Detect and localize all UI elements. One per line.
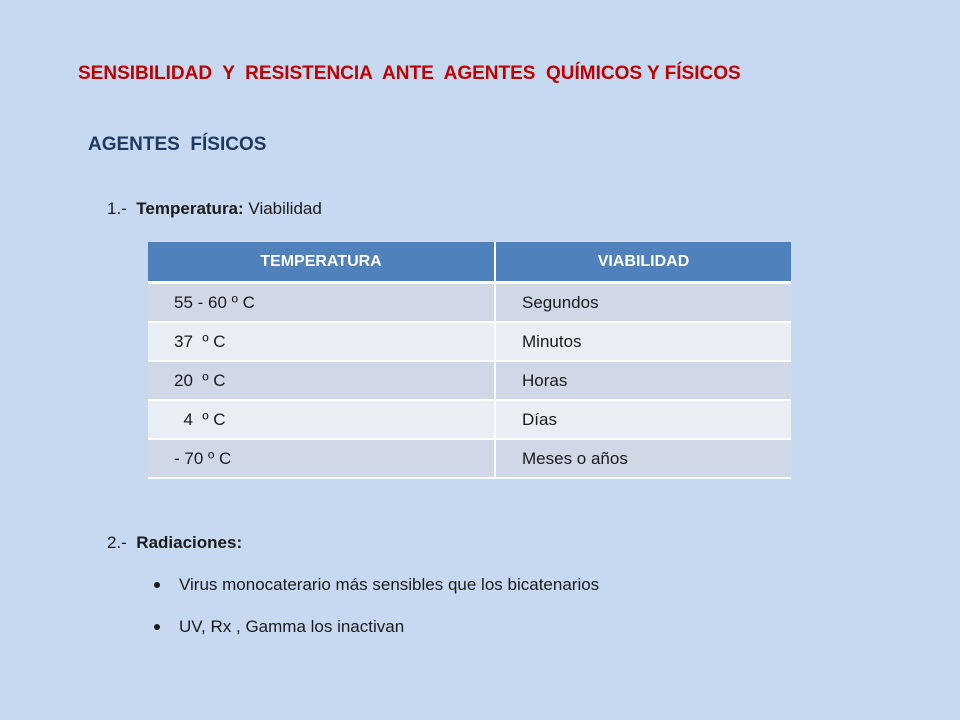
section-label: Temperatura: xyxy=(136,199,244,218)
table-row xyxy=(148,400,791,439)
temperature-cell: 37 º C xyxy=(148,322,495,361)
viability-cell: Horas xyxy=(495,361,791,400)
column-header-viability: VIABILIDAD xyxy=(495,242,791,283)
viability-cell: Minutos xyxy=(495,322,791,361)
temperature-cell: - 70 º C xyxy=(148,439,495,478)
section-number: 1.- xyxy=(107,199,137,218)
table-row xyxy=(148,322,791,361)
list-item xyxy=(150,614,599,656)
bullet-icon xyxy=(154,582,160,588)
list-item-text: UV, Rx , Gamma los inactivan xyxy=(179,617,405,636)
table-row xyxy=(148,361,791,400)
section-heading: AGENTES FÍSICOS xyxy=(88,134,267,155)
radiation-heading xyxy=(107,533,242,553)
table-row xyxy=(148,283,791,323)
temperature-cell: 4 º C xyxy=(148,400,495,439)
slide-title: SENSIBILIDAD Y RESISTENCIA ANTE AGENTES QUÍMICOS Y FÍSICOS xyxy=(78,63,741,84)
temperature-cell: 20 º C xyxy=(148,361,495,400)
viability-cell: Meses o años xyxy=(495,439,791,478)
bullet-icon xyxy=(154,624,160,630)
list-item-text: Virus monocaterario más sensibles que los bicatenarios xyxy=(179,575,600,594)
temperature-viability-table xyxy=(148,242,791,479)
list-item xyxy=(150,572,599,614)
viability-cell: Segundos xyxy=(495,283,791,323)
temperature-cell: 55 - 60 º C xyxy=(148,283,495,323)
column-header-temperature: TEMPERATURA xyxy=(148,242,495,283)
viability-cell: Días xyxy=(495,400,791,439)
section-label: Radiaciones: xyxy=(136,533,243,552)
radiation-bullet-list xyxy=(150,572,599,656)
table-header-row xyxy=(148,242,791,283)
section-text: Viabilidad xyxy=(243,199,322,218)
temperature-heading xyxy=(107,199,322,219)
section-number: 2.- xyxy=(107,533,137,552)
table-row xyxy=(148,439,791,478)
